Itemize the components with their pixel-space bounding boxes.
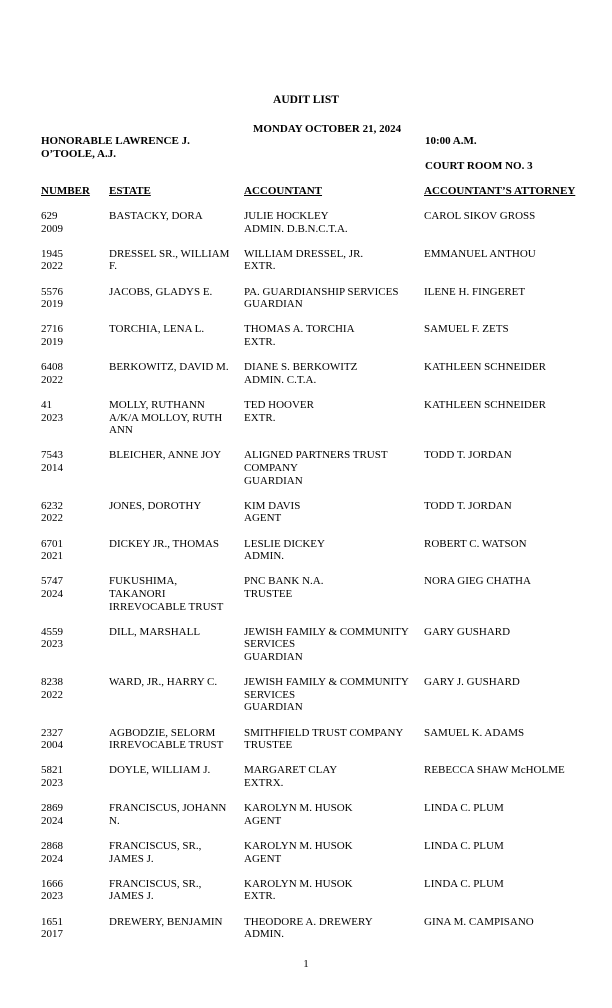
case-number xyxy=(41,916,105,941)
estate-name-line: DOYLE, WILLIAM J. xyxy=(109,764,211,777)
estate-name-line: A/K/A MOLLOY, RUTH xyxy=(109,411,223,424)
estate-name-line: BLEICHER, ANNE JOY xyxy=(109,449,222,462)
accountant-name-line: MARGARET CLAY xyxy=(244,764,338,777)
attorney-name-line: NORA GIEG CHATHA xyxy=(424,575,531,588)
attorney-name-line: SAMUEL F. ZETS xyxy=(424,323,509,336)
case-number-line: 2022 xyxy=(41,512,63,525)
estate-name-line: BASTACKY, DORA xyxy=(109,210,203,222)
estate-name xyxy=(109,538,239,551)
case-number-line: 1945 xyxy=(41,247,63,260)
estate-name-line: JAMES J. xyxy=(109,852,154,865)
estate-name-line: JAMES J. xyxy=(109,890,154,903)
estate-name-line: N. xyxy=(109,814,120,827)
attorney-name-line: LINDA C. PLUM xyxy=(424,840,504,852)
document-title: AUDIT LIST xyxy=(273,94,339,106)
attorney-name xyxy=(424,248,610,261)
accountant-name xyxy=(244,399,420,424)
accountant-name-line: WILLIAM DRESSEL, JR. xyxy=(244,247,364,260)
case-number xyxy=(41,727,105,752)
accountant-name-line: EXTR. xyxy=(244,890,276,903)
estate-name-line: DILL, MARSHALL xyxy=(109,625,201,638)
case-number xyxy=(41,449,105,474)
page-number: 1 xyxy=(303,958,309,970)
courtroom-number: COURT ROOM NO. 3 xyxy=(425,160,533,172)
attorney-name-line: GINA M. CAMPISANO xyxy=(424,915,534,928)
case-number xyxy=(41,248,105,273)
case-number-line: 1666 xyxy=(41,877,63,890)
case-number-line: 629 xyxy=(41,210,58,222)
accountant-name xyxy=(244,248,420,273)
estate-name xyxy=(109,323,239,336)
accountant-name-line: ADMIN. xyxy=(244,550,285,563)
case-number xyxy=(41,764,105,789)
accountant-name xyxy=(244,802,420,827)
case-number xyxy=(41,399,105,424)
estate-name-line: ANN xyxy=(109,424,133,437)
accountant-name-line: SERVICES xyxy=(244,638,296,651)
accountant-name-line: TRUSTEE xyxy=(244,587,293,600)
attorney-name xyxy=(424,500,610,513)
accountant-name-line: EXTRX. xyxy=(244,776,284,789)
column-header-number: NUMBER xyxy=(41,185,90,197)
case-number-line: 5747 xyxy=(41,575,63,588)
estate-name-line: JONES, DOROTHY xyxy=(109,499,202,512)
accountant-name xyxy=(244,361,420,386)
estate-name-line: F. xyxy=(109,260,117,273)
case-number-line: 7543 xyxy=(41,449,63,462)
attorney-name-line: GARY GUSHARD xyxy=(424,625,511,638)
case-number-line: 2327 xyxy=(41,726,63,739)
accountant-name xyxy=(244,449,420,487)
estate-name xyxy=(109,764,239,777)
accountant-name-line: JEWISH FAMILY & COMMUNITY xyxy=(244,676,409,689)
estate-name-line: JACOBS, GLADYS E. xyxy=(109,285,213,298)
attorney-name-line: ROBERT C. WATSON xyxy=(424,537,527,550)
estate-name-line: AGBODZIE, SELORM xyxy=(109,726,216,739)
case-number-line: 2019 xyxy=(41,298,63,311)
attorney-name xyxy=(424,575,610,588)
attorney-name-line: KATHLEEN SCHNEIDER xyxy=(424,399,546,411)
accountant-name-line: ADMIN. D.B.N.C.T.A. xyxy=(244,222,348,235)
attorney-name xyxy=(424,323,610,336)
estate-name xyxy=(109,449,239,462)
accountant-name-line: JEWISH FAMILY & COMMUNITY xyxy=(244,625,409,638)
estate-name xyxy=(109,210,239,223)
attorney-name-line: LINDA C. PLUM xyxy=(424,877,504,890)
attorney-name xyxy=(424,676,610,689)
accountant-name xyxy=(244,626,420,664)
accountant-name-line: KAROLYN M. HUSOK xyxy=(244,802,353,815)
estate-name-line: FRANCISCUS, SR., xyxy=(109,877,202,890)
estate-name-line: FRANCISCUS, JOHANN xyxy=(109,802,227,815)
estate-name xyxy=(109,399,239,437)
attorney-name xyxy=(424,878,610,891)
case-number-line: 2009 xyxy=(41,222,63,235)
case-number-line: 4559 xyxy=(41,625,63,638)
column-header-estate: ESTATE xyxy=(109,185,151,197)
accountant-name-line: PA. GUARDIANSHIP SERVICES xyxy=(244,285,399,298)
accountant-name-line: TRUSTEE xyxy=(244,739,293,752)
attorney-name-line: SAMUEL K. ADAMS xyxy=(424,726,525,739)
attorney-name-line: EMMANUEL ANTHOU xyxy=(424,247,536,260)
case-number-line: 2024 xyxy=(41,814,63,827)
case-number-line: 2022 xyxy=(41,688,63,701)
accountant-name xyxy=(244,676,420,714)
case-number-line: 1651 xyxy=(41,915,63,928)
attorney-name-line: CAROL SIKOV GROSS xyxy=(424,210,536,222)
attorney-name xyxy=(424,449,610,462)
accountant-name xyxy=(244,764,420,789)
case-number-line: 6701 xyxy=(41,537,63,550)
accountant-name-line: LESLIE DICKEY xyxy=(244,537,325,550)
estate-name xyxy=(109,676,239,689)
case-number-line: 2024 xyxy=(41,587,63,600)
estate-name xyxy=(109,575,239,613)
attorney-name-line: KATHLEEN SCHNEIDER xyxy=(424,361,546,374)
estate-name-line: DICKEY JR., THOMAS xyxy=(109,537,220,550)
estate-name-line: DREWERY, BENJAMIN xyxy=(109,915,223,928)
estate-name xyxy=(109,802,239,827)
case-number-line: 2716 xyxy=(41,323,63,336)
accountant-name xyxy=(244,538,420,563)
case-number-line: 2021 xyxy=(41,550,63,563)
estate-name xyxy=(109,248,239,273)
accountant-name-line: EXTR. xyxy=(244,260,276,273)
accountant-name xyxy=(244,323,420,348)
attorney-name-line: LINDA C. PLUM xyxy=(424,802,504,815)
accountant-name-line: ADMIN. C.T.A. xyxy=(244,373,317,386)
estate-name xyxy=(109,878,239,903)
hearing-time: 10:00 A.M. xyxy=(425,135,477,147)
accountant-name-line: GUARDIAN xyxy=(244,474,303,487)
case-number-line: 2023 xyxy=(41,776,63,789)
case-number xyxy=(41,361,105,386)
accountant-name-line: AGENT xyxy=(244,814,282,827)
attorney-name xyxy=(424,727,610,740)
estate-name-line: IRREVOCABLE TRUST xyxy=(109,600,224,613)
accountant-name-line: ALIGNED PARTNERS TRUST xyxy=(244,449,388,462)
attorney-name xyxy=(424,538,610,551)
attorney-name xyxy=(424,916,610,929)
case-number-line: 2023 xyxy=(41,638,63,651)
case-number xyxy=(41,500,105,525)
accountant-name-line: THOMAS A. TORCHIA xyxy=(244,323,355,336)
case-number-line: 2004 xyxy=(41,739,63,752)
estate-name-line: IRREVOCABLE TRUST xyxy=(109,739,224,752)
accountant-name xyxy=(244,575,420,600)
judge-name: HONORABLE LAWRENCE J. O’TOOLE, A.J. xyxy=(41,135,190,160)
estate-name xyxy=(109,916,239,929)
attorney-name xyxy=(424,764,610,777)
accountant-name-line: GUARDIAN xyxy=(244,701,303,714)
accountant-name xyxy=(244,878,420,903)
accountant-name xyxy=(244,727,420,752)
case-number xyxy=(41,538,105,563)
estate-name-line: TORCHIA, LENA L. xyxy=(109,323,205,336)
attorney-name-line: GARY J. GUSHARD xyxy=(424,676,520,689)
case-number-line: 2022 xyxy=(41,373,63,386)
case-number xyxy=(41,286,105,311)
estate-name-line: MOLLY, RUTHANN xyxy=(109,399,205,411)
accountant-name-line: KIM DAVIS xyxy=(244,499,301,512)
accountant-name-line: AGENT xyxy=(244,852,282,865)
accountant-name xyxy=(244,840,420,865)
estate-name xyxy=(109,361,239,374)
estate-name xyxy=(109,727,239,752)
case-number xyxy=(41,840,105,865)
attorney-name xyxy=(424,361,610,374)
accountant-name-line: GUARDIAN xyxy=(244,298,303,311)
estate-name-line: DRESSEL SR., WILLIAM xyxy=(109,247,230,260)
accountant-name-line: SERVICES xyxy=(244,688,296,701)
hearing-date: MONDAY OCTOBER 21, 2024 xyxy=(253,123,402,135)
case-number-line: 2868 xyxy=(41,840,63,852)
case-number-line: 2022 xyxy=(41,260,63,273)
case-number-line: 41 xyxy=(41,399,52,411)
estate-name xyxy=(109,286,239,299)
case-number-line: 2024 xyxy=(41,852,63,865)
estate-name xyxy=(109,626,239,639)
accountant-name-line: THEODORE A. DREWERY xyxy=(244,915,373,928)
case-number xyxy=(41,878,105,903)
case-number-line: 2014 xyxy=(41,461,63,474)
accountant-name-line: KAROLYN M. HUSOK xyxy=(244,840,353,852)
accountant-name-line: AGENT xyxy=(244,512,282,525)
case-number-line: 2023 xyxy=(41,890,63,903)
attorney-name xyxy=(424,626,610,639)
case-number-line: 2019 xyxy=(41,335,63,348)
accountant-name-line: SMITHFIELD TRUST COMPANY xyxy=(244,726,404,739)
attorney-name-line: ILENE H. FINGERET xyxy=(424,285,526,298)
case-number-line: 5576 xyxy=(41,285,63,298)
accountant-name-line: DIANE S. BERKOWITZ xyxy=(244,361,358,374)
case-number-line: 2869 xyxy=(41,802,63,815)
case-number xyxy=(41,575,105,600)
case-number xyxy=(41,802,105,827)
case-number-line: 5821 xyxy=(41,764,63,777)
accountant-name-line: ADMIN. xyxy=(244,928,285,941)
accountant-name-line: COMPANY xyxy=(244,461,299,474)
case-number xyxy=(41,210,105,235)
estate-name-line: BERKOWITZ, DAVID M. xyxy=(109,361,229,374)
accountant-name-line: PNC BANK N.A. xyxy=(244,575,324,588)
case-number-line: 8238 xyxy=(41,676,63,689)
accountant-name xyxy=(244,210,420,235)
accountant-name-line: JULIE HOCKLEY xyxy=(244,210,329,222)
estate-name-line: FRANCISCUS, SR., xyxy=(109,840,202,852)
attorney-name xyxy=(424,286,610,299)
accountant-name-line: EXTR. xyxy=(244,335,276,348)
estate-name xyxy=(109,840,239,865)
accountant-name-line: EXTR. xyxy=(244,411,276,424)
accountant-name-line: GUARDIAN xyxy=(244,650,303,663)
accountant-name-line: TED HOOVER xyxy=(244,399,314,411)
case-number-line: 6232 xyxy=(41,499,63,512)
estate-name xyxy=(109,500,239,513)
estate-name-line: TAKANORI xyxy=(109,587,166,600)
accountant-name xyxy=(244,500,420,525)
attorney-name xyxy=(424,802,610,815)
attorney-name-line: TODD T. JORDAN xyxy=(424,499,512,512)
column-header-attorney: ACCOUNTANT’S ATTORNEY xyxy=(424,185,576,197)
attorney-name xyxy=(424,210,610,223)
case-number xyxy=(41,676,105,701)
estate-name-line: WARD, JR., HARRY C. xyxy=(109,676,218,689)
column-header-accountant: ACCOUNTANT xyxy=(244,185,323,197)
attorney-name-line: REBECCA SHAW McHOLME xyxy=(424,764,565,777)
accountant-name xyxy=(244,286,420,311)
estate-name-line: FUKUSHIMA, xyxy=(109,575,178,588)
case-number xyxy=(41,323,105,348)
accountant-name xyxy=(244,916,420,941)
case-number xyxy=(41,626,105,651)
case-number-line: 2017 xyxy=(41,928,63,941)
attorney-name xyxy=(424,840,610,853)
case-number-line: 6408 xyxy=(41,361,63,374)
attorney-name xyxy=(424,399,610,412)
attorney-name-line: TODD T. JORDAN xyxy=(424,449,512,462)
case-number-line: 2023 xyxy=(41,411,63,424)
accountant-name-line: KAROLYN M. HUSOK xyxy=(244,877,353,890)
